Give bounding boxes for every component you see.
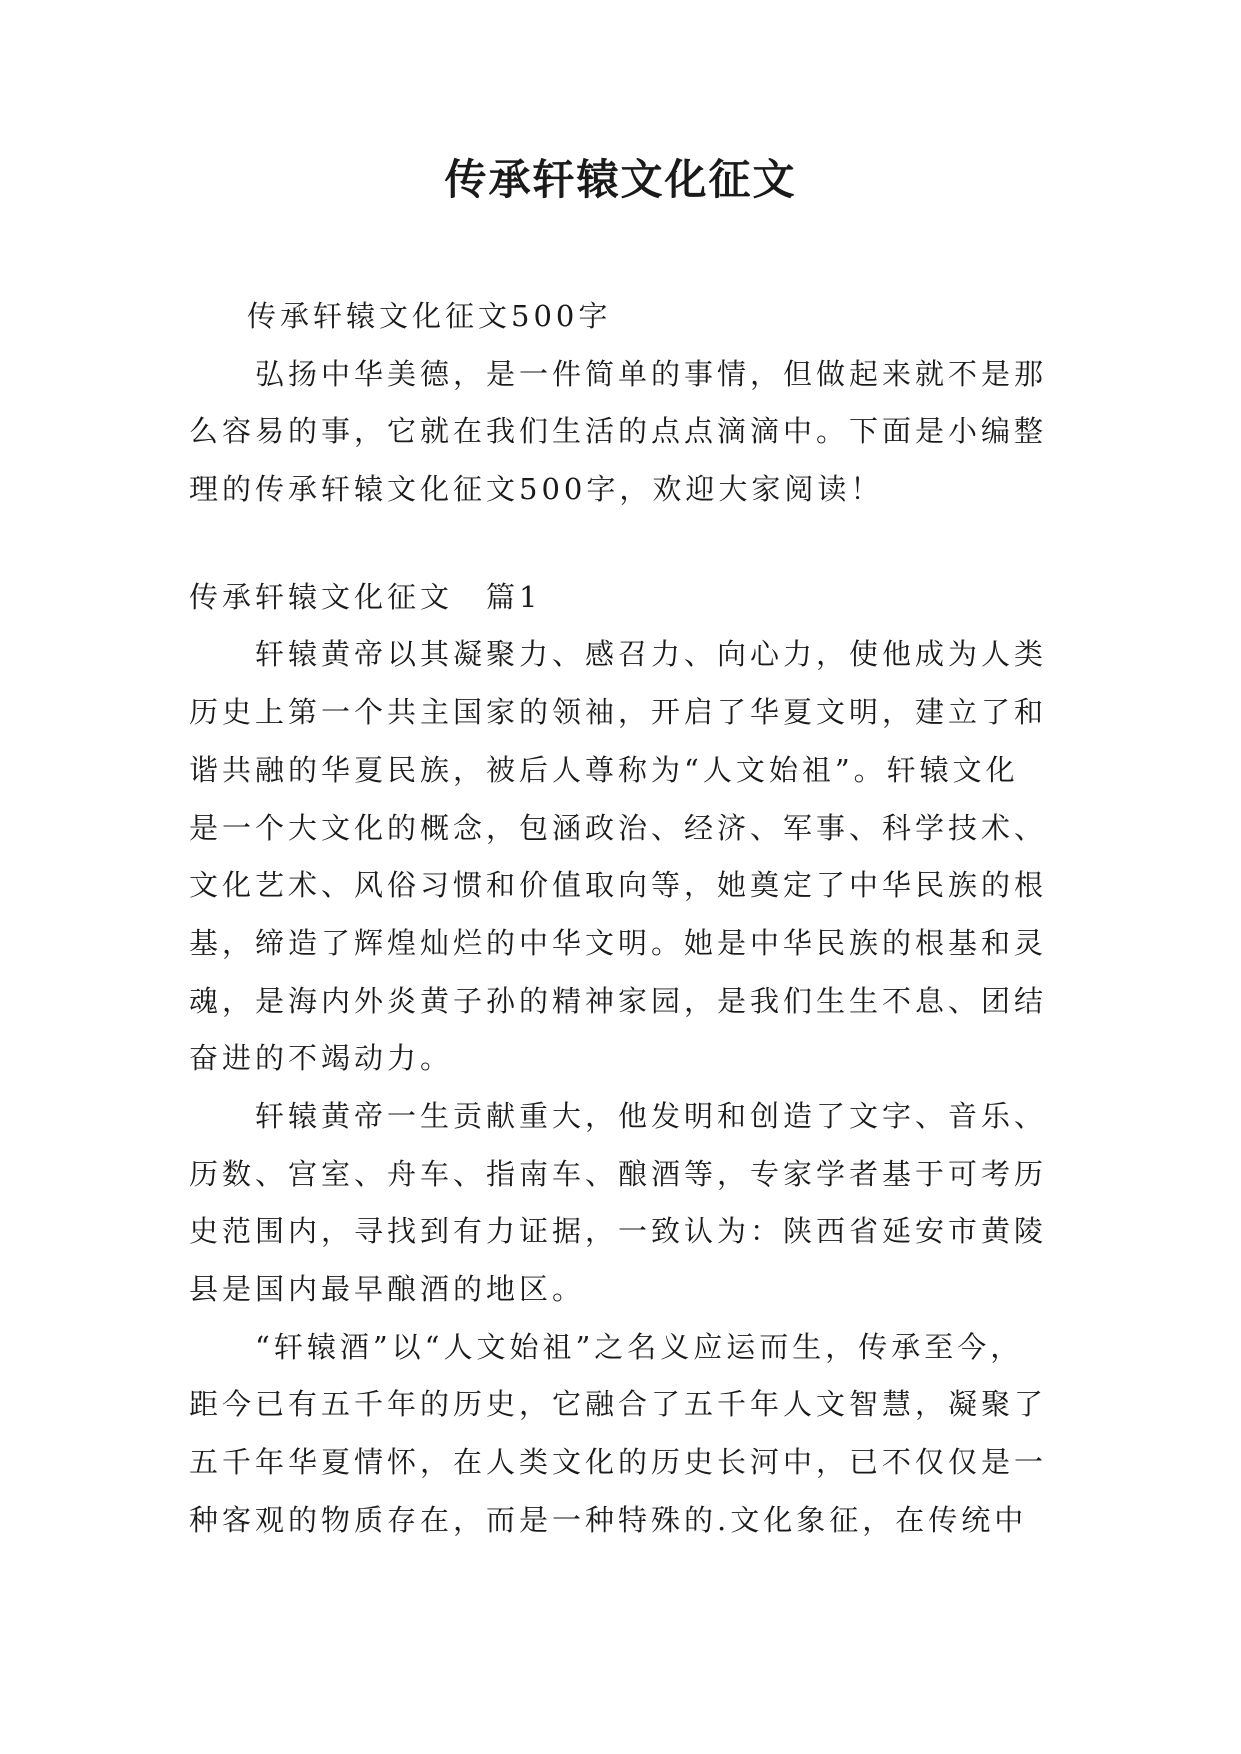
paragraph-line: 奋进的不竭动力。 <box>189 1041 454 1076</box>
paragraph-line: 县是国内最早酿酒的地区。 <box>189 1272 586 1306</box>
paragraph-line: 轩辕黄帝一生贡献重大，他发明和创造了文字、音乐、 <box>189 1098 1048 1133</box>
paragraph-line: 谐共融的华夏民族，被后人尊称为“人文始祖”。轩辕文化 <box>189 752 1019 787</box>
section-spacer <box>189 519 1059 569</box>
paragraph-line: 基，缔造了辉煌灿烂的中华文明。她是中华民族的根基和灵 <box>189 925 1048 960</box>
paragraph-line: 种客观的物质存在，而是一种特殊的.文化象征，在传统中 <box>189 1502 1028 1537</box>
paragraph-line: 理的传承轩辕文化征文500字，欢迎大家阅读！ <box>189 472 884 507</box>
paragraph-line: 距今已有五千年的历史，它融合了五千年人文智慧，凝聚了 <box>189 1387 1048 1422</box>
document-body <box>189 288 1059 1549</box>
paragraph-line: 史范围内，寻找到有力证据，一致认为：陕西省延安市黄陵 <box>189 1214 1048 1249</box>
paragraph-line: “轩辕酒”以“人文始祖”之名义应运而生，传承至今， <box>189 1329 1024 1364</box>
document-title: 传承轩辕文化征文 <box>444 155 797 204</box>
subtitle-line <box>189 288 1059 346</box>
section-heading: 传承轩辕文化征文 篇1 <box>189 579 542 614</box>
paragraph-line: 文化艺术、风俗习惯和价值取向等，她奠定了中华民族的根 <box>189 868 1048 903</box>
subtitle: 传承轩辕文化征文500字 <box>247 299 612 333</box>
paragraph-line: 弘扬中华美德，是一件简单的事情，但做起来就不是那 <box>189 356 1048 391</box>
paragraph-line: 历数、宫室、舟车、指南车、酿酒等，专家学者基于可考历 <box>189 1156 1048 1191</box>
paragraph-line: 轩辕黄帝以其凝聚力、感召力、向心力，使他成为人类 <box>189 637 1048 672</box>
paragraph-line: 历史上第一个共主国家的领袖，开启了华夏文明，建立了和 <box>189 695 1048 730</box>
paragraph-line: 五千年华夏情怀，在人类文化的历史长河中，已不仅仅是一 <box>189 1445 1048 1480</box>
paragraph-line: 魂，是海内外炎黄子孙的精神家园，是我们生生不息、团结 <box>189 983 1048 1018</box>
paragraph-line: 么容易的事，它就在我们生活的点点滴滴中。下面是小编整 <box>189 414 1048 449</box>
paragraph-line: 是一个大文化的概念，包涵政治、经济、军事、科学技术、 <box>189 810 1048 845</box>
